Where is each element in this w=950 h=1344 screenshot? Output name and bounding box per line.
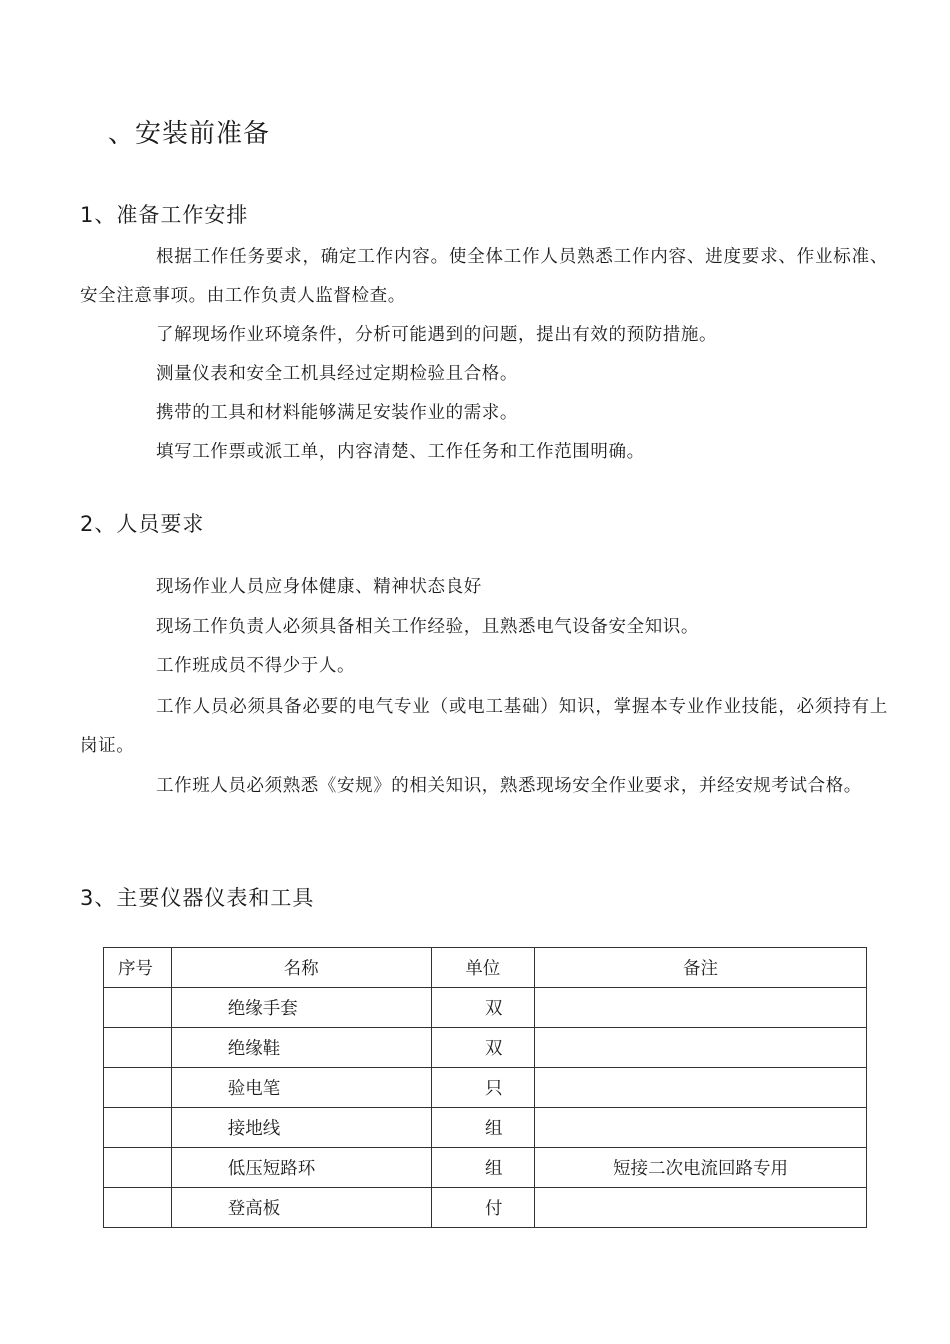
cell-remark: 短接二次电流回路专用 [535,1148,867,1188]
cell-remark [535,988,867,1028]
cell-index [104,1148,172,1188]
cell-index [104,1108,172,1148]
cell-index [104,988,172,1028]
header-cell-index: 序号 [104,948,172,988]
table-header-row [104,948,867,988]
cell-remark [535,1028,867,1068]
cell-unit: 双 [431,1028,535,1068]
table-row [104,1068,867,1108]
paragraph: 根据工作任务要求，确定工作内容。使全体工作人员熟悉工作内容、进度要求、作业标准、安全注意事项。由工作负责人监督检查。 [80,247,888,306]
cell-unit: 双 [431,988,535,1028]
paragraph: 了解现场作业环境条件，分析可能遇到的问题，提出有效的预防措施。 [156,325,718,345]
paragraph: 测量仪表和安全工机具经过定期检验且合格。 [156,364,518,384]
cell-index [104,1068,172,1108]
paragraph: 填写工作票或派工单，内容清楚、工作任务和工作范围明确。 [156,442,645,462]
cell-unit: 组 [431,1148,535,1188]
cell-unit: 组 [431,1108,535,1148]
cell-name: 绝缘手套 [171,988,431,1028]
cell-name: 验电笔 [171,1068,431,1108]
header-cell-remark: 备注 [535,948,867,988]
paragraph: 工作人员必须具备必要的电气专业（或电工基础）知识，掌握本专业作业技能，必须持有上岗证。 [80,697,888,756]
paragraph: 现场工作负责人必须具备相关工作经验，且熟悉电气设备安全知识。 [156,617,699,637]
cell-name: 登高板 [171,1188,431,1228]
cell-name: 接地线 [171,1108,431,1148]
section-heading-tools: 3、主要仪器仪表和工具 [80,886,315,910]
paragraph: 现场作业人员应身体健康、精神状态良好 [156,577,482,597]
cell-index [104,1028,172,1068]
table-row [104,1028,867,1068]
table-row [104,1188,867,1228]
paragraph: 携带的工具和材料能够满足安装作业的需求。 [156,403,518,423]
cell-unit: 付 [431,1188,535,1228]
tools-table [103,947,867,1228]
table-row [104,1148,867,1188]
cell-name: 低压短路环 [171,1148,431,1188]
cell-index [104,1188,172,1228]
cell-name: 绝缘鞋 [171,1028,431,1068]
cell-remark [535,1068,867,1108]
cell-remark [535,1188,867,1228]
document-title: 、安装前准备 [108,119,271,149]
header-cell-unit: 单位 [431,948,535,988]
cell-remark [535,1108,867,1148]
header-cell-name: 名称 [171,948,431,988]
cell-unit: 只 [431,1068,535,1108]
table-row [104,988,867,1028]
section-heading-preparation: 1、准备工作安排 [80,203,249,227]
paragraph: 工作班人员必须熟悉《安规》的相关知识，熟悉现场安全作业要求，并经安规考试合格。 [156,776,862,796]
section-heading-personnel: 2、人员要求 [80,512,205,536]
paragraph: 工作班成员不得少于人。 [156,656,356,676]
table-row [104,1108,867,1148]
